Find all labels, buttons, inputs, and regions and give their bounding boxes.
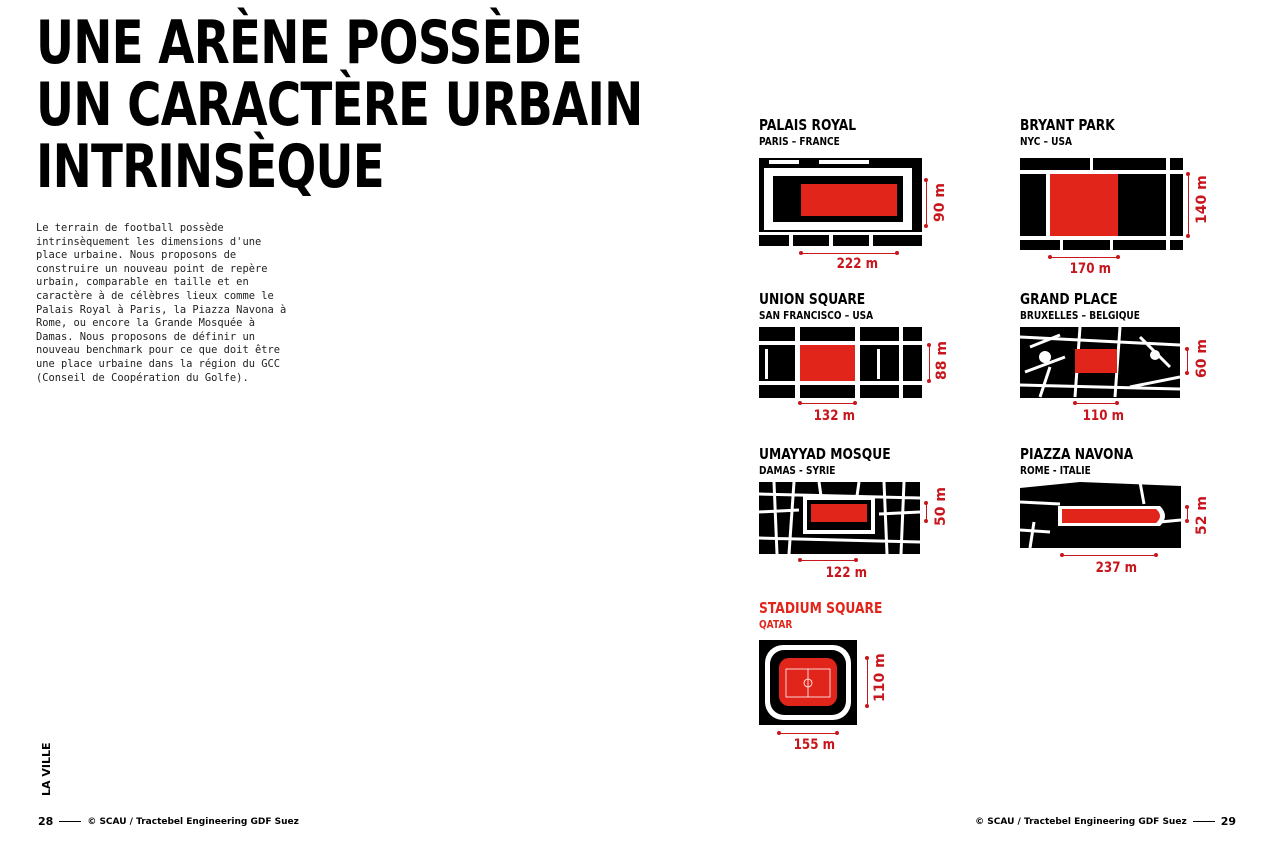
- width-marker: [801, 253, 897, 254]
- width-label: 170 m: [1069, 261, 1112, 277]
- credit-left: © SCAU / Tractebel Engineering GDF Suez: [87, 816, 299, 827]
- footer-rule: [59, 821, 81, 822]
- map-grand-place: [1020, 327, 1180, 398]
- place-card-palais-royal: [759, 117, 877, 148]
- height-label: 60 m: [1194, 339, 1210, 378]
- page-title: [36, 8, 643, 202]
- height-marker: [929, 345, 930, 381]
- section-label: LA VILLE: [40, 742, 53, 796]
- height-marker: [867, 658, 868, 706]
- height-marker: [926, 503, 927, 521]
- height-label: 90 m: [932, 183, 948, 222]
- credit-right: © SCAU / Tractebel Engineering GDF Suez: [975, 816, 1187, 827]
- height-marker: [926, 180, 927, 226]
- height-label: 140 m: [1194, 175, 1210, 224]
- width-label: 237 m: [1095, 560, 1138, 576]
- place-name: PALAIS ROYAL: [759, 116, 857, 134]
- place-card-umayyad-mosque: [759, 446, 920, 477]
- footer-rule: [1193, 821, 1215, 822]
- place-card-stadium-square: [759, 600, 910, 631]
- width-marker: [1075, 403, 1117, 404]
- width-marker: [779, 733, 837, 734]
- intro-paragraph: Le terrain de football possède intrinsèquement les dimensions d'une place urbaine. Nous proposons de construire un nouveau point de repère urbain, comparable en taille et en caractère à de célèbres lieux comme le Palais Royal à Paris, la Piazza Navona à Rome, ou encore la Grande Mosquée à Damas. Nous proposons de définir un nouveau benchmark pour ce que doit être une place urbaine dans la région du GCC (Conseil de Coopération du Golfe).: [36, 222, 287, 384]
- title-line-3: INTRINSÈQUE: [36, 132, 384, 202]
- height-label: 50 m: [933, 487, 949, 526]
- width-marker: [1062, 555, 1156, 556]
- width-marker: [1050, 257, 1118, 258]
- page-number-right: 29: [1220, 815, 1236, 828]
- place-name: GRAND PLACE: [1020, 290, 1118, 308]
- height-marker: [1187, 349, 1188, 373]
- width-label: 110 m: [1082, 408, 1125, 424]
- place-name: BRYANT PARK: [1020, 116, 1115, 134]
- place-location: DAMAS - SYRIE: [759, 464, 836, 477]
- height-marker: [1187, 507, 1188, 521]
- place-location: NYC – USA: [1020, 135, 1072, 148]
- footer-left: [38, 815, 299, 828]
- place-card-grand-place: [1020, 291, 1166, 322]
- place-name: UNION SQUARE: [759, 290, 866, 308]
- map-union-square: [759, 327, 922, 398]
- width-label: 222 m: [836, 256, 879, 272]
- width-label: 155 m: [793, 737, 836, 753]
- width-label: 122 m: [825, 565, 868, 581]
- map-piazza-navona: [1020, 482, 1181, 548]
- place-location: BRUXELLES – BELGIQUE: [1020, 309, 1140, 322]
- map-palais-royal: [759, 158, 922, 246]
- map-umayyad-mosque: [759, 482, 920, 554]
- title-line-2: UN CARACTÈRE URBAIN: [36, 70, 643, 140]
- width-marker: [800, 403, 855, 404]
- map-bryant-park: [1020, 158, 1183, 250]
- height-label: 88 m: [934, 341, 950, 380]
- page-number-left: 28: [38, 815, 54, 828]
- place-name: UMAYYAD MOSQUE: [759, 445, 891, 463]
- place-name: STADIUM SQUARE: [759, 599, 883, 617]
- place-location: PARIS – FRANCE: [759, 135, 840, 148]
- place-card-union-square: [759, 291, 898, 322]
- width-marker: [800, 560, 856, 561]
- place-card-piazza-navona: [1020, 446, 1158, 477]
- title-line-1: UNE ARÈNE POSSÈDE: [36, 8, 583, 78]
- height-label: 110 m: [872, 653, 888, 702]
- height-marker: [1188, 174, 1189, 236]
- width-label: 132 m: [813, 408, 856, 424]
- place-location: SAN FRANCISCO – USA: [759, 309, 874, 322]
- height-label: 52 m: [1194, 496, 1210, 535]
- place-card-bryant-park: [1020, 117, 1136, 148]
- footer-right: [975, 815, 1236, 828]
- place-location: ROME - ITALIE: [1020, 464, 1091, 477]
- place-name: PIAZZA NAVONA: [1020, 445, 1134, 463]
- place-location: QATAR: [759, 618, 793, 631]
- map-stadium-square: [759, 640, 857, 725]
